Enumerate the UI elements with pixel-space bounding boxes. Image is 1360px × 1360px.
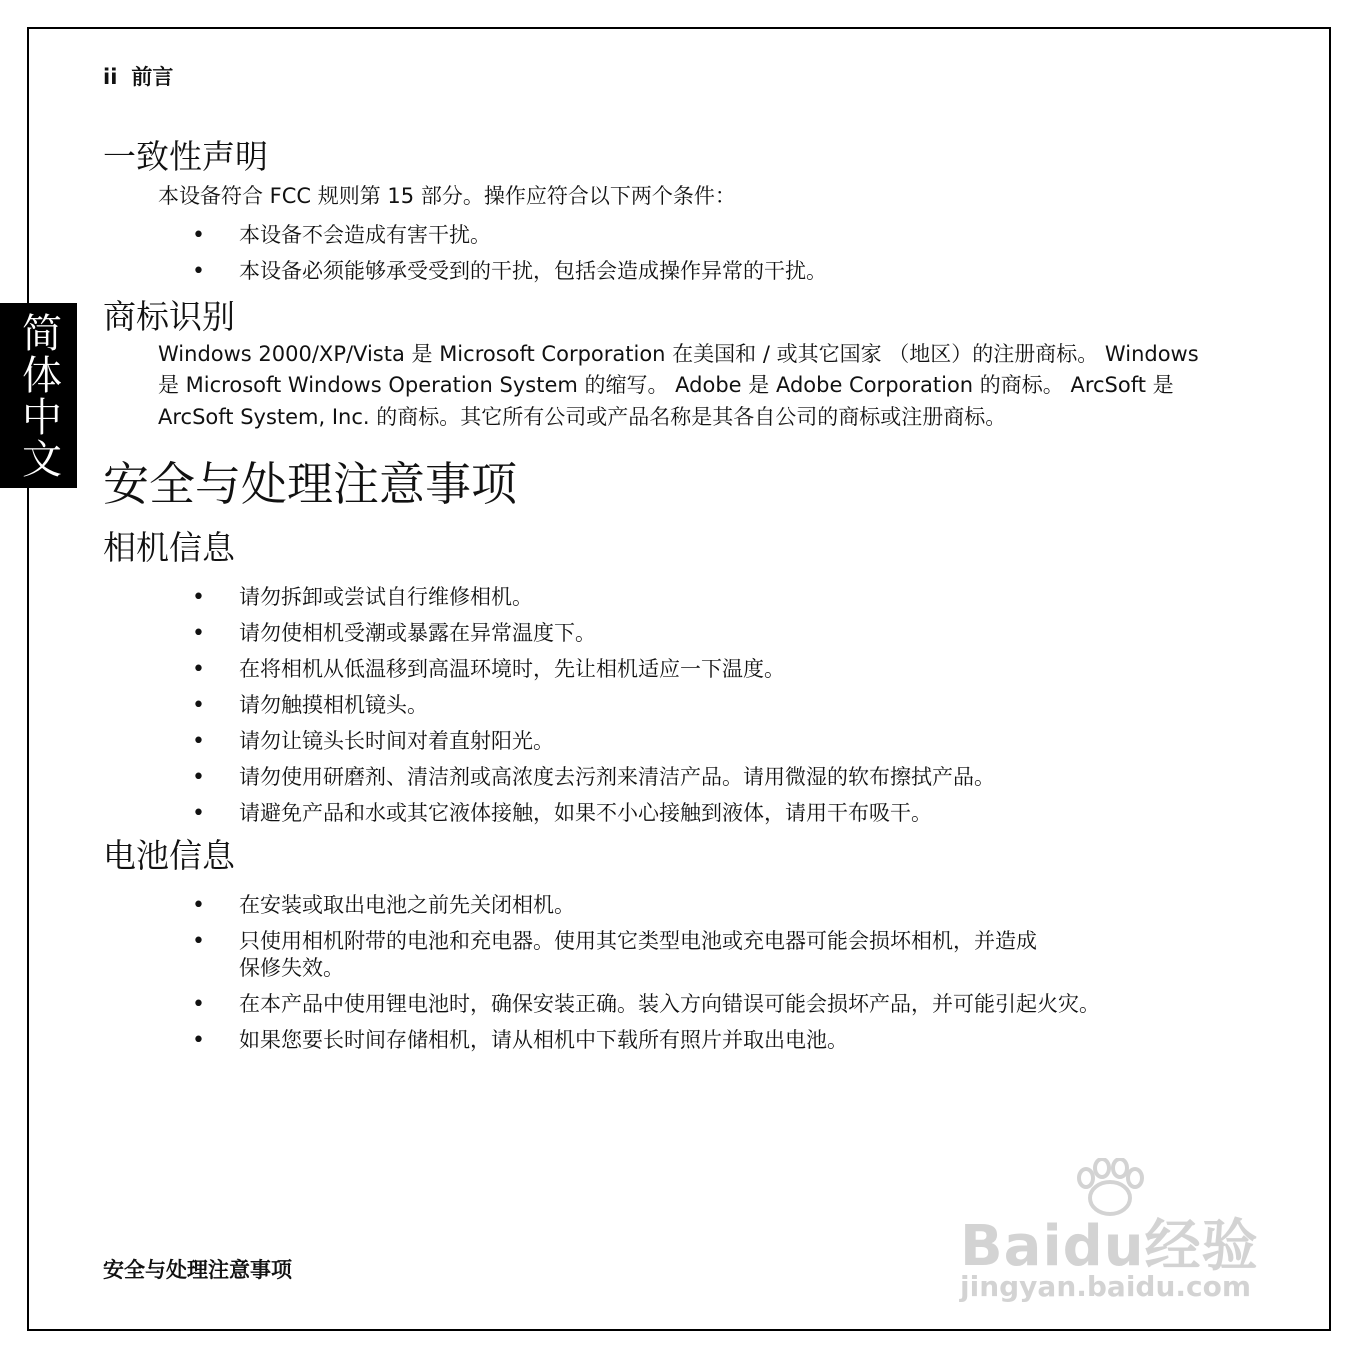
conformity-list	[0, 222, 827, 285]
bullet-icon: •	[192, 729, 205, 754]
running-header	[103, 61, 173, 91]
list-item	[0, 991, 1100, 1018]
baidu-watermark	[960, 1158, 1280, 1308]
bullet-icon: •	[192, 259, 205, 284]
list-item-text: 在安装或取出电池之前先关闭相机。	[239, 893, 575, 917]
list-item-text: 如果您要长时间存储相机，请从相机中下载所有照片并取出电池。	[239, 1028, 848, 1052]
bullet-icon: •	[192, 621, 205, 646]
list-item-text: 本设备不会造成有害干扰。	[239, 223, 491, 247]
conformity-intro: 本设备符合 FCC 规则第 15 部分。操作应符合以下两个条件：	[158, 184, 736, 208]
list-item	[0, 584, 995, 611]
list-item-text: 请勿让镜头长时间对着直射阳光。	[239, 729, 554, 753]
list-item-text-continued: 保修失效。	[239, 956, 344, 980]
list-item	[0, 800, 995, 827]
bullet-icon: •	[192, 585, 205, 610]
language-tab-label: 简体中文	[15, 311, 62, 480]
bullet-icon: •	[192, 893, 205, 918]
list-item-text: 请避免产品和水或其它液体接触，如果不小心接触到液体，请用干布吸干。	[239, 801, 932, 825]
list-item	[0, 1027, 1100, 1054]
watermark-url: jingyan.baidu.com	[960, 1270, 1252, 1303]
list-item	[0, 764, 995, 791]
safety-heading: 安全与处理注意事项	[103, 457, 517, 511]
bullet-icon: •	[192, 223, 205, 248]
bullet-icon: •	[192, 929, 205, 954]
bullet-icon: •	[192, 657, 205, 682]
running-footer: 安全与处理注意事项	[103, 1258, 292, 1282]
list-item	[0, 620, 995, 647]
watermark-brand: Baidu经验	[960, 1214, 1259, 1279]
list-item-text: 请勿使用研磨剂、清洁剂或高浓度去污剂来清洁产品。请用微湿的软布擦拭产品。	[239, 765, 995, 789]
bullet-icon: •	[192, 1028, 205, 1053]
camera-heading: 相机信息	[103, 528, 235, 567]
page-number: ii	[103, 65, 118, 89]
list-item	[0, 656, 995, 683]
trademarks-line-1: Windows 2000/XP/Vista 是 Microsoft Corporation 在美国和 / 或其它国家 （地区）的注册商标。 Windows	[158, 342, 1199, 366]
header-section: 前言	[131, 65, 174, 89]
trademarks-line-2: 是 Microsoft Windows Operation System 的缩写。 Adobe 是 Adobe Corporation 的商标。 ArcSoft 是	[158, 373, 1174, 397]
bullet-icon: •	[192, 765, 205, 790]
list-item-text: 请勿使相机受潮或暴露在异常温度下。	[239, 621, 596, 645]
battery-list	[0, 892, 1100, 1054]
list-item	[0, 222, 827, 249]
bullet-icon: •	[192, 801, 205, 826]
list-item-text: 只使用相机附带的电池和充电器。使用其它类型电池或充电器可能会损坏相机，并造成	[239, 929, 1037, 953]
conformity-heading: 一致性声明	[103, 137, 268, 176]
list-item-text: 在本产品中使用锂电池时，确保安装正确。装入方向错误可能会损坏产品，并可能引起火灾。	[239, 992, 1100, 1016]
list-item	[0, 258, 827, 285]
list-item	[0, 692, 995, 719]
bullet-icon: •	[192, 693, 205, 718]
list-item	[0, 728, 995, 755]
list-item	[0, 892, 1100, 919]
trademarks-line-3: ArcSoft System, Inc. 的商标。其它所有公司或产品名称是其各自公司的商标或注册商标。	[158, 405, 1007, 429]
list-item-text: 在将相机从低温移到高温环境时，先让相机适应一下温度。	[239, 657, 785, 681]
language-side-tab	[0, 303, 77, 488]
camera-list	[0, 584, 995, 827]
list-item	[0, 928, 1100, 982]
bullet-icon: •	[192, 992, 205, 1017]
trademarks-heading: 商标识别	[103, 297, 235, 336]
list-item-text: 本设备必须能够承受受到的干扰，包括会造成操作异常的干扰。	[239, 259, 827, 283]
battery-heading: 电池信息	[103, 836, 235, 875]
list-item-text: 请勿触摸相机镜头。	[239, 693, 428, 717]
list-item-text: 请勿拆卸或尝试自行维修相机。	[239, 585, 533, 609]
